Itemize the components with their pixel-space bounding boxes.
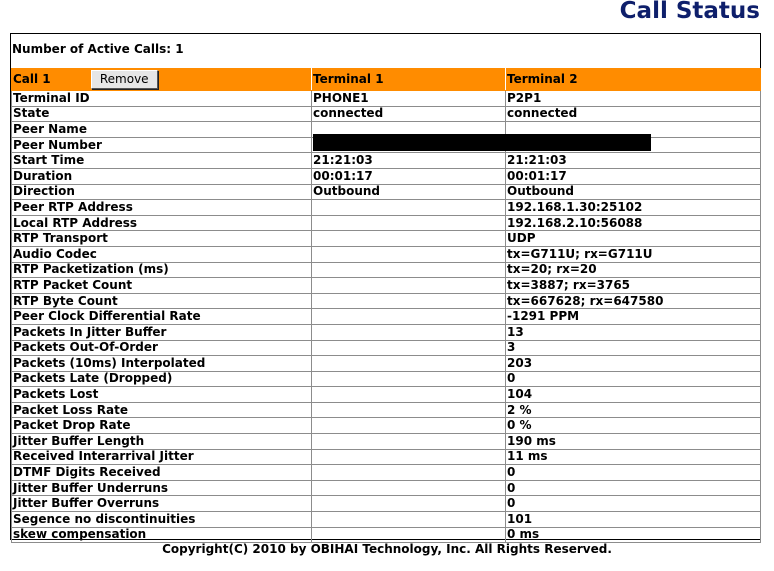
row-label: Packet Loss Rate bbox=[12, 402, 312, 418]
row-label: Audio Codec bbox=[12, 246, 312, 262]
row-label: Packets Lost bbox=[12, 387, 312, 403]
row-label: Peer Number bbox=[12, 137, 312, 153]
row-label: Segence no discontinuities bbox=[12, 512, 312, 528]
terminal-2-value: tx=G711U; rx=G711U bbox=[506, 246, 761, 262]
table-row bbox=[12, 106, 761, 122]
terminal-1-value bbox=[312, 418, 506, 434]
call-status-panel bbox=[10, 33, 761, 540]
row-label: Peer Clock Differential Rate bbox=[12, 309, 312, 325]
table-row bbox=[12, 168, 761, 184]
page-title: Call Status bbox=[619, 0, 760, 24]
table-row bbox=[12, 356, 761, 372]
table-row bbox=[12, 231, 761, 247]
terminal-1-value bbox=[312, 387, 506, 403]
terminal-1-value: 21:21:03 bbox=[312, 153, 506, 169]
terminal-1-value bbox=[312, 215, 506, 231]
table-row bbox=[12, 418, 761, 434]
active-calls-count: Number of Active Calls: 1 bbox=[12, 42, 184, 56]
table-row bbox=[12, 496, 761, 512]
row-label: Jitter Buffer Underruns bbox=[12, 480, 312, 496]
table-row bbox=[12, 184, 761, 200]
row-label: RTP Packetization (ms) bbox=[12, 262, 312, 278]
row-label: Duration bbox=[12, 168, 312, 184]
row-label: RTP Byte Count bbox=[12, 293, 312, 309]
row-label: Received Interarrival Jitter bbox=[12, 449, 312, 465]
table-row bbox=[12, 449, 761, 465]
terminal-1-value bbox=[312, 309, 506, 325]
table-row bbox=[12, 293, 761, 309]
row-label: Jitter Buffer Overruns bbox=[12, 496, 312, 512]
terminal-1-value bbox=[312, 324, 506, 340]
terminal-2-value: 0 bbox=[506, 371, 761, 387]
row-label: Packet Drop Rate bbox=[12, 418, 312, 434]
terminal-2-value: 0 bbox=[506, 465, 761, 481]
table-row bbox=[12, 215, 761, 231]
table-row bbox=[12, 340, 761, 356]
row-label: Direction bbox=[12, 184, 312, 200]
table-row bbox=[12, 246, 761, 262]
terminal-2-value: 203 bbox=[506, 356, 761, 372]
redaction-bar bbox=[313, 134, 651, 151]
terminal-2-value: 13 bbox=[506, 324, 761, 340]
terminal-2-value: 192.168.1.30:25102 bbox=[506, 200, 761, 216]
terminal-1-value bbox=[312, 262, 506, 278]
terminal-1-value: 00:01:17 bbox=[312, 168, 506, 184]
row-label: Packets In Jitter Buffer bbox=[12, 324, 312, 340]
terminal-1-value bbox=[312, 449, 506, 465]
terminal-2-value: 00:01:17 bbox=[506, 168, 761, 184]
terminal-1-value bbox=[312, 496, 506, 512]
terminal-2-value: 2 % bbox=[506, 402, 761, 418]
table-row bbox=[12, 512, 761, 528]
terminal-2-value: connected bbox=[506, 106, 761, 122]
row-label: RTP Packet Count bbox=[12, 278, 312, 294]
row-label: Start Time bbox=[12, 153, 312, 169]
terminal-1-value bbox=[312, 512, 506, 528]
row-label: Peer Name bbox=[12, 122, 312, 138]
terminal-1-value bbox=[312, 278, 506, 294]
terminal-1-value bbox=[312, 527, 506, 543]
terminal-2-value: 21:21:03 bbox=[506, 153, 761, 169]
terminal-2-value: tx=667628; rx=647580 bbox=[506, 293, 761, 309]
terminal-2-value: tx=20; rx=20 bbox=[506, 262, 761, 278]
call-header-cell bbox=[12, 69, 312, 91]
terminal-2-value: 11 ms bbox=[506, 449, 761, 465]
terminal-2-header: Terminal 2 bbox=[506, 69, 761, 91]
row-label: Jitter Buffer Length bbox=[12, 434, 312, 450]
table-row bbox=[12, 465, 761, 481]
table-row bbox=[12, 402, 761, 418]
terminal-2-value: 101 bbox=[506, 512, 761, 528]
terminal-1-header: Terminal 1 bbox=[312, 69, 506, 91]
terminal-2-value: 0 % bbox=[506, 418, 761, 434]
row-label: Local RTP Address bbox=[12, 215, 312, 231]
terminal-1-value bbox=[312, 246, 506, 262]
table-row bbox=[12, 262, 761, 278]
terminal-1-value bbox=[312, 434, 506, 450]
terminal-1-value bbox=[312, 371, 506, 387]
call-label: Call 1 bbox=[13, 72, 51, 86]
table-row bbox=[12, 324, 761, 340]
table-row bbox=[12, 309, 761, 325]
terminal-1-value bbox=[312, 200, 506, 216]
terminal-1-value bbox=[312, 480, 506, 496]
terminal-1-value bbox=[312, 293, 506, 309]
terminal-1-value: Outbound bbox=[312, 184, 506, 200]
terminal-2-value: 192.168.2.10:56088 bbox=[506, 215, 761, 231]
table-row bbox=[12, 371, 761, 387]
table-row bbox=[12, 91, 761, 107]
row-label: RTP Transport bbox=[12, 231, 312, 247]
row-label: Terminal ID bbox=[12, 91, 312, 107]
terminal-2-value: UDP bbox=[506, 231, 761, 247]
terminal-2-value: 0 ms bbox=[506, 527, 761, 543]
row-label: DTMF Digits Received bbox=[12, 465, 312, 481]
table-row bbox=[12, 278, 761, 294]
terminal-2-value: P2P1 bbox=[506, 91, 761, 107]
terminal-1-value bbox=[312, 465, 506, 481]
terminal-2-value: -1291 PPM bbox=[506, 309, 761, 325]
terminal-2-value: 3 bbox=[506, 340, 761, 356]
table-row bbox=[12, 387, 761, 403]
terminal-2-value: tx=3887; rx=3765 bbox=[506, 278, 761, 294]
table-row bbox=[12, 200, 761, 216]
terminal-1-value bbox=[312, 356, 506, 372]
row-label: skew compensation bbox=[12, 527, 312, 543]
call-header-row bbox=[12, 69, 761, 91]
copyright-footer: Copyright(C) 2010 by OBIHAI Technology, Inc. All Rights Reserved. bbox=[162, 542, 612, 556]
terminal-1-value: PHONE1 bbox=[312, 91, 506, 107]
terminal-1-value bbox=[312, 340, 506, 356]
row-label: State bbox=[12, 106, 312, 122]
row-label: Packets Late (Dropped) bbox=[12, 371, 312, 387]
row-label: Packets (10ms) Interpolated bbox=[12, 356, 312, 372]
terminal-2-value: 0 bbox=[506, 496, 761, 512]
terminal-1-value bbox=[312, 402, 506, 418]
table-row bbox=[12, 434, 761, 450]
table-row bbox=[12, 153, 761, 169]
row-label: Peer RTP Address bbox=[12, 200, 312, 216]
terminal-1-value: connected bbox=[312, 106, 506, 122]
terminal-2-value: 190 ms bbox=[506, 434, 761, 450]
terminal-2-value: Outbound bbox=[506, 184, 761, 200]
terminal-2-value: 104 bbox=[506, 387, 761, 403]
remove-button[interactable]: Remove bbox=[91, 70, 158, 89]
terminal-2-value: 0 bbox=[506, 480, 761, 496]
table-row bbox=[12, 480, 761, 496]
terminal-1-value bbox=[312, 231, 506, 247]
row-label: Packets Out-Of-Order bbox=[12, 340, 312, 356]
table-row bbox=[12, 527, 761, 543]
